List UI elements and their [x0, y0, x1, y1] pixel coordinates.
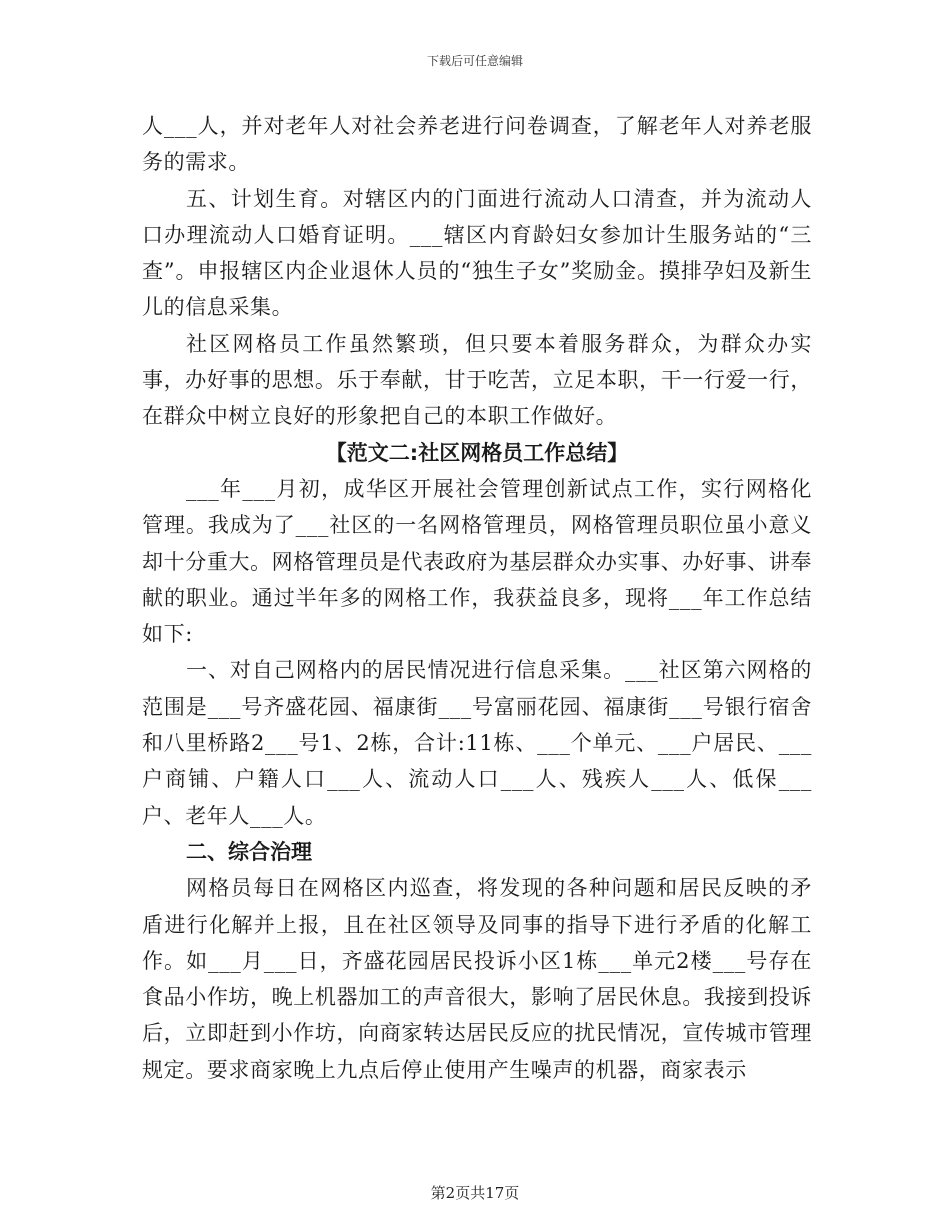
document-body — [142, 108, 812, 1088]
page-number: 第2页共17页 — [430, 1184, 520, 1202]
paragraph: ___年___月初，成华区开展社会管理创新试点工作，实行网格化管理。我成为了___社区的一名网格管理员，网格管理员职位虽小意义却十分重大。网格管理员是代表政府为基层群众办实事、办好事、讲奉献的职业。通过半年多的网格工作，我获益良多，现将___年工作总结如下: — [142, 476, 812, 647]
section-title: 【范文二:社区网格员工作总结】 — [325, 440, 629, 465]
paragraph: 网格员每日在网格区内巡查，将发现的各种问题和居民反映的矛盾进行化解并上报，且在社区领导及同事的指导下进行矛盾的化解工作。如___月___日，齐盛花园居民投诉小区1栋___单元2楼___号存在食品小作坊，晚上机器加工的声音很大，影响了居民休息。我接到投诉后，立即赶到小作坊，向商家转达居民反应的扰民情况，宣传城市管理规定。要求商家晚上九点后停止使用产生噪声的机器，商家表示 — [142, 876, 812, 1082]
paragraph: 社区网格员工作虽然繁琐，但只要本着服务群众，为群众办实事，办好事的思想。乐于奉献，甘于吃苦，立足本职，干一行爱一行，在群众中树立良好的形象把自己的本职工作做好。 — [142, 331, 812, 429]
paragraph: 五、计划生育。对辖区内的门面进行流动人口清查，并为流动人口办理流动人口婚育证明。___辖区内育龄妇女参加计生服务站的“三查”。申报辖区内企业退休人员的“独生子女”奖励金。摸排孕妇及新生儿的信息采集。 — [142, 186, 812, 320]
paragraph: 人___人，并对老年人对社会养老进行问卷调查，了解老年人对养老服务的需求。 — [142, 114, 812, 175]
paragraph: 一、对自己网格内的居民情况进行信息采集。___社区第六网格的范围是___号齐盛花园、福康街___号富丽花园、福康街___号银行宿舍和八里桥路2___号1、2栋，合计:11栋、___个单元、___户居民、___户商铺、户籍人口___人、流动人口___人、残疾人___人、低保___户、老年人___人。 — [142, 658, 812, 828]
subheading: 二、综合治理 — [186, 839, 312, 864]
page-header: 下载后可任意编辑 — [426, 54, 523, 68]
